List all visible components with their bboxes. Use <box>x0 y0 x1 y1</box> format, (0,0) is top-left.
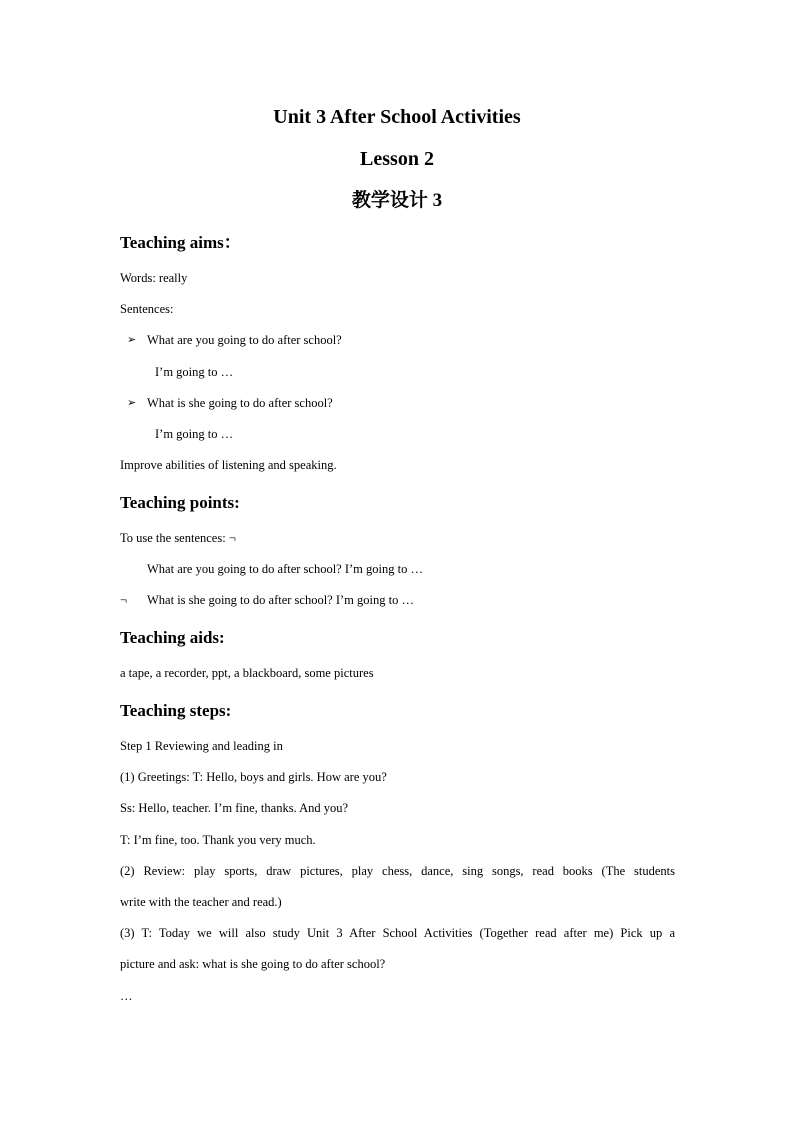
steps-line: Ss: Hello, teacher. I’m fine, thanks. And you? <box>120 801 349 815</box>
steps-line: (2) Review: play sports, draw pictures, play chess, dance, sing songs, read books (The students <box>120 864 675 878</box>
aids-text: a tape, a recorder, ppt, a blackboard, some pictures <box>120 666 374 680</box>
steps-line: (1) Greetings: T: Hello, boys and girls. How are you? <box>120 770 387 784</box>
points-line-2: What is she going to do after school? I’m going to … <box>147 593 414 607</box>
design-title: 教学设计 3 <box>351 190 443 211</box>
steps-line: write with the teacher and read.) <box>120 895 282 909</box>
aims-answer-2: I’m going to … <box>155 427 234 441</box>
aims-improve: Improve abilities of listening and speaking. <box>120 458 337 472</box>
teaching-aids-heading: Teaching aids: <box>120 628 225 647</box>
aims-question-1: What are you going to do after school? <box>147 333 342 347</box>
teaching-steps-heading: Teaching steps: <box>120 701 232 720</box>
negation-mark: ¬ <box>120 593 128 607</box>
lesson-title: Lesson 2 <box>360 148 434 170</box>
teaching-points-heading: Teaching points: <box>120 493 240 512</box>
steps-line: (3) T: Today we will also study Unit 3 After School Activities (Together read after me) Pick up a <box>120 926 675 940</box>
document-title: Unit 3 After School Activities <box>273 106 521 128</box>
aims-sentences-label: Sentences: <box>120 302 174 316</box>
arrow-bullet-icon: ➢ <box>127 334 137 346</box>
steps-line: T: I’m fine, too. Thank you very much. <box>120 833 316 847</box>
aims-words: Words: really <box>120 271 188 285</box>
aims-answer-1: I’m going to … <box>155 365 234 379</box>
points-intro: To use the sentences: ¬ <box>120 531 236 545</box>
steps-ellipsis: … <box>120 989 133 1003</box>
teaching-aims-heading: Teaching aims： <box>120 233 241 252</box>
arrow-bullet-icon: ➢ <box>127 397 137 409</box>
aims-question-2: What is she going to do after school? <box>147 396 333 410</box>
steps-line: picture and ask: what is she going to do after school? <box>120 957 386 971</box>
steps-line: Step 1 Reviewing and leading in <box>120 739 283 753</box>
points-line-1: What are you going to do after school? I’m going to … <box>147 562 423 576</box>
